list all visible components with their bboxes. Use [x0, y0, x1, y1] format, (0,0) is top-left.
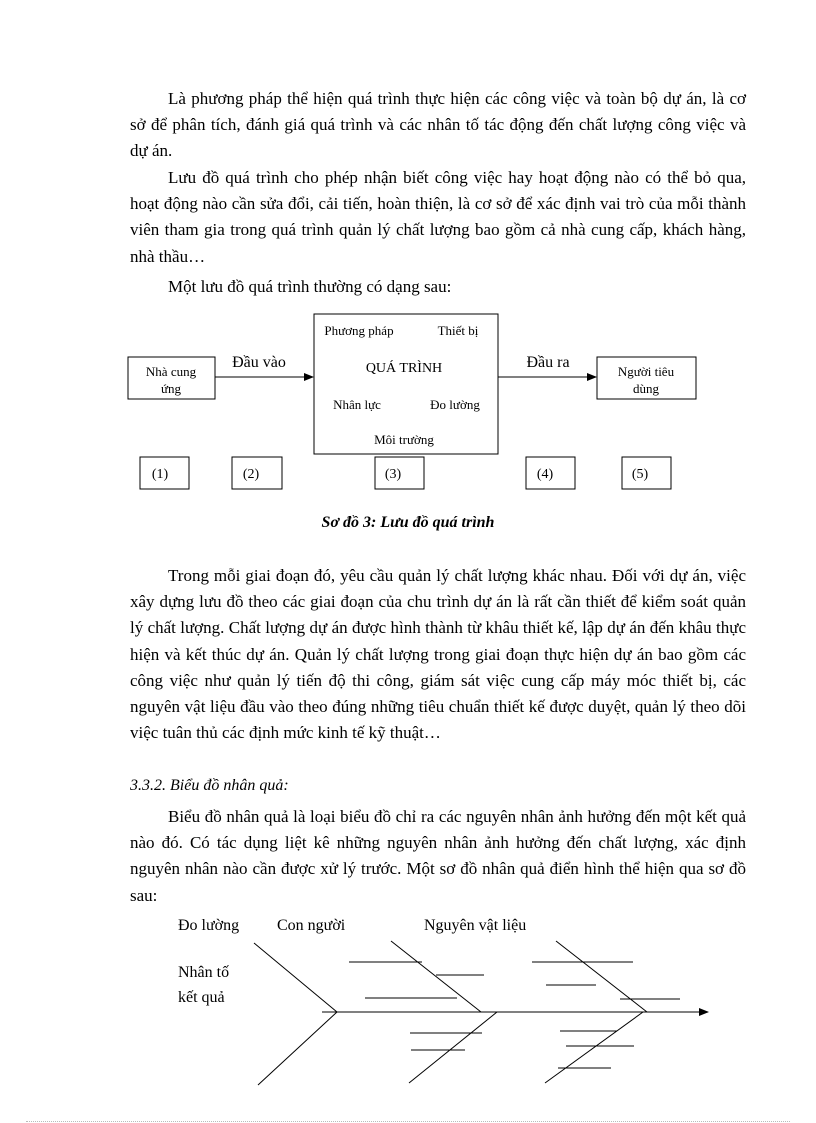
- bone-upper-3: [556, 941, 647, 1012]
- section-heading: 3.3.2. Biểu đồ nhân quả:: [130, 777, 289, 794]
- input-label: Đầu vào: [232, 354, 286, 371]
- paragraph-cause-effect: [130, 804, 746, 909]
- step-label-5: (5): [631, 467, 649, 482]
- bone-lower-2: [409, 1012, 497, 1083]
- bone-lower-1: [258, 1012, 337, 1085]
- paragraph-flowchart-purpose: [130, 165, 746, 270]
- effect-label-line2: kết quả: [178, 989, 225, 1006]
- consumer-label-line1: Người tiêu: [617, 364, 675, 379]
- factor-equipment: Thiết bị: [437, 323, 479, 338]
- step-label-1: (1): [151, 467, 169, 482]
- bone-upper-1: [254, 943, 337, 1012]
- consumer-label-line2: dùng: [633, 381, 659, 396]
- step-label-3: (3): [384, 467, 402, 482]
- bone-lower-3: [545, 1012, 643, 1083]
- step-label-4: (4): [536, 467, 554, 482]
- factor-method: Phương pháp: [324, 323, 394, 338]
- process-flowchart: [0, 300, 816, 505]
- paragraph-text: Một lưu đồ quá trình thường có dạng sau:: [168, 277, 452, 296]
- diagram-caption: Sơ đồ 3: Lưu đồ quá trình: [321, 514, 495, 531]
- paragraph-method-definition: [130, 86, 746, 165]
- bone-upper-2: [391, 941, 481, 1012]
- paragraph-text: Là phương pháp thể hiện quá trình thực hiện các công việc và toàn bộ dự án, là cơ sở để phân tích, đánh giá quá trình và các nhân tố tác động đến chất lượng công việc và dự án.: [130, 89, 746, 161]
- factor-labor: Nhân lực: [333, 397, 381, 412]
- paragraph-text: Lưu đồ quá trình cho phép nhận biết công việc hay hoạt động nào có thể bỏ qua, hoạt động nào cần sửa đổi, cải tiến, hoàn thiện, là cơ sở để xác định vai trò của mỗi thành viên tham gia trong quá trình quản lý chất lượng bao gồm cả nhà cung cấp, khách hàng, nhà thầu…: [130, 168, 746, 266]
- process-title: QUÁ TRÌNH: [365, 361, 443, 376]
- step-label-2: (2): [242, 467, 260, 482]
- cause-people-label: Con người: [277, 917, 346, 934]
- factor-environment: Môi trường: [374, 432, 434, 447]
- paragraph-quality-stages: [130, 563, 746, 746]
- factor-measurement: Đo lường: [430, 397, 480, 412]
- paragraph-flowchart-intro: [130, 274, 746, 300]
- paragraph-text: Trong mỗi giai đoạn đó, yêu cầu quản lý chất lượng khác nhau. Đối với dự án, việc xây dựng lưu đồ theo các giai đoạn của chu trình dự án là rất cần thiết để kiểm soát quản lý chất lượng. Chất lượng dự án được hình thành từ khâu thiết kế, lập dự án đến khâu thực hiện và kết thúc dự án. Quản lý chất lượng trong giai đoạn thực hiện dự án bao gồm các công việc như quản lý tiến độ thi công, giám sát việc cung cấp máy móc thiết bị, các nguyên vật liệu đầu vào theo đúng những tiêu chuẩn thiết kế được duyệt, quản lý theo dõi việc tuân thủ các định mức kinh tế kỹ thuật…: [130, 566, 746, 743]
- page-bottom-rule: [26, 1121, 790, 1122]
- cause-materials-label: Nguyên vật liệu: [424, 917, 527, 934]
- supplier-label-line1: Nhà cung: [145, 364, 197, 379]
- supplier-label-line2: ứng: [160, 381, 182, 396]
- cause-measurement-label: Đo lường: [178, 917, 240, 934]
- fishbone-diagram: [0, 905, 816, 1095]
- effect-label-line1: Nhân tố: [178, 964, 230, 981]
- paragraph-text: Biểu đồ nhân quả là loại biểu đồ chỉ ra các nguyên nhân ảnh hưởng đến một kết quả nào đó. Có tác dụng liệt kê những nguyên nhân ảnh hưởng đến chất lượng, xác định nguyên nhân nào cần được xử lý trước. Một sơ đồ nhân quả điển hình thể hiện qua sơ đồ sau:: [130, 807, 746, 905]
- output-label: Đầu ra: [526, 354, 570, 371]
